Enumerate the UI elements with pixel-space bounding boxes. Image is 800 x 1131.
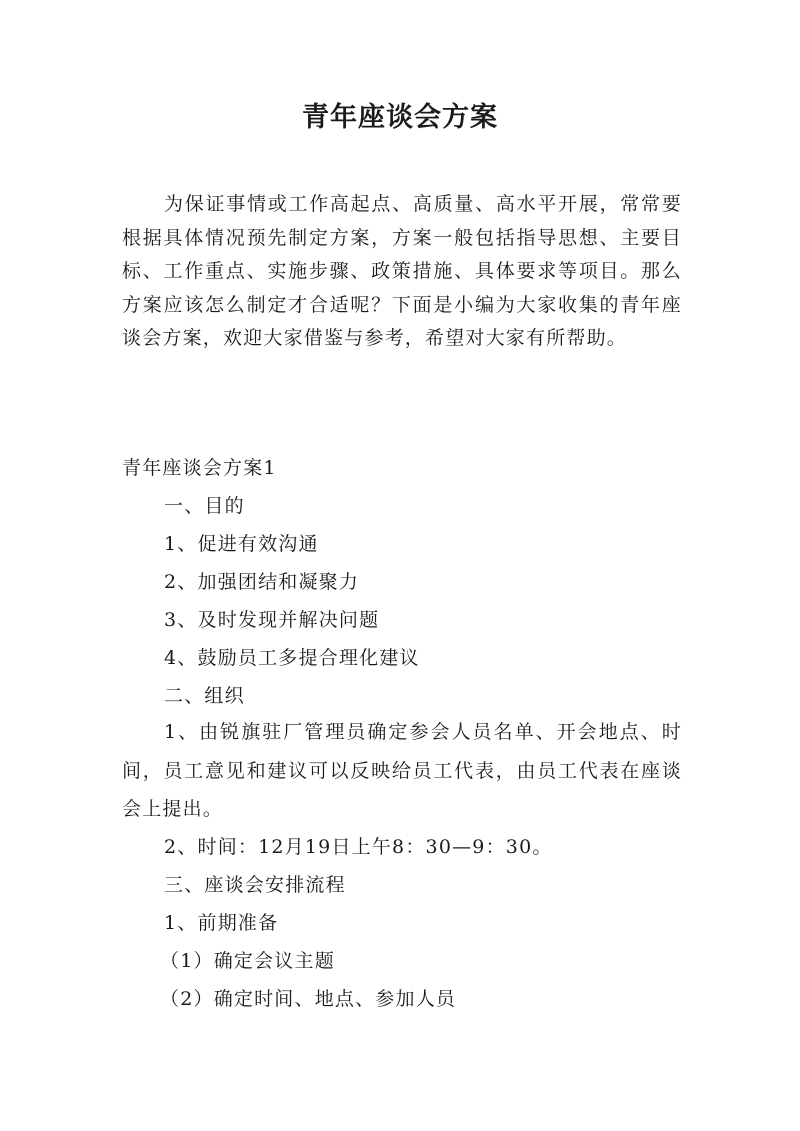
purpose-item: 4、鼓励员工多提合理化建议: [164, 647, 420, 669]
purpose-item: 2、加强团结和凝聚力: [164, 571, 360, 593]
intro-paragraph: 为保证事情或工作高起点、高质量、高水平开展，常常要根据具体情况预先制定方案，方案一般包括指导思想、主要目标、工作重点、实施步骤、政策措施、具体要求等项目。那么方案应该怎么制定才合适呢？下面是小编为大家收集的青年座谈会方案，欢迎大家借鉴与参考，希望对大家有所帮助。: [122, 193, 682, 349]
purpose-heading: 一、目的: [164, 495, 245, 517]
prep-heading: 1、前期准备: [164, 912, 279, 934]
org-item-1: 1、由锐旗驻厂管理员确定参会人员名单、开会地点、时间，员工意见和建议可以反映给员工代表，由员工代表在座谈会上提出。: [122, 721, 682, 820]
document-title: 青年座谈会方案: [302, 102, 498, 133]
prep-item: （2）确定时间、地点、参加人员: [160, 988, 457, 1010]
prep-item: （1）确定会议主题: [160, 950, 335, 972]
org-heading: 二、组织: [164, 685, 245, 707]
flow-heading: 三、座谈会安排流程: [164, 874, 346, 896]
purpose-item: 1、促进有效沟通: [164, 533, 319, 555]
section-title: 青年座谈会方案1: [122, 457, 277, 479]
org-item-2: 2、时间：12月19日上午8：30—9：30。: [164, 836, 553, 858]
purpose-item: 3、及时发现并解决问题: [164, 609, 380, 631]
